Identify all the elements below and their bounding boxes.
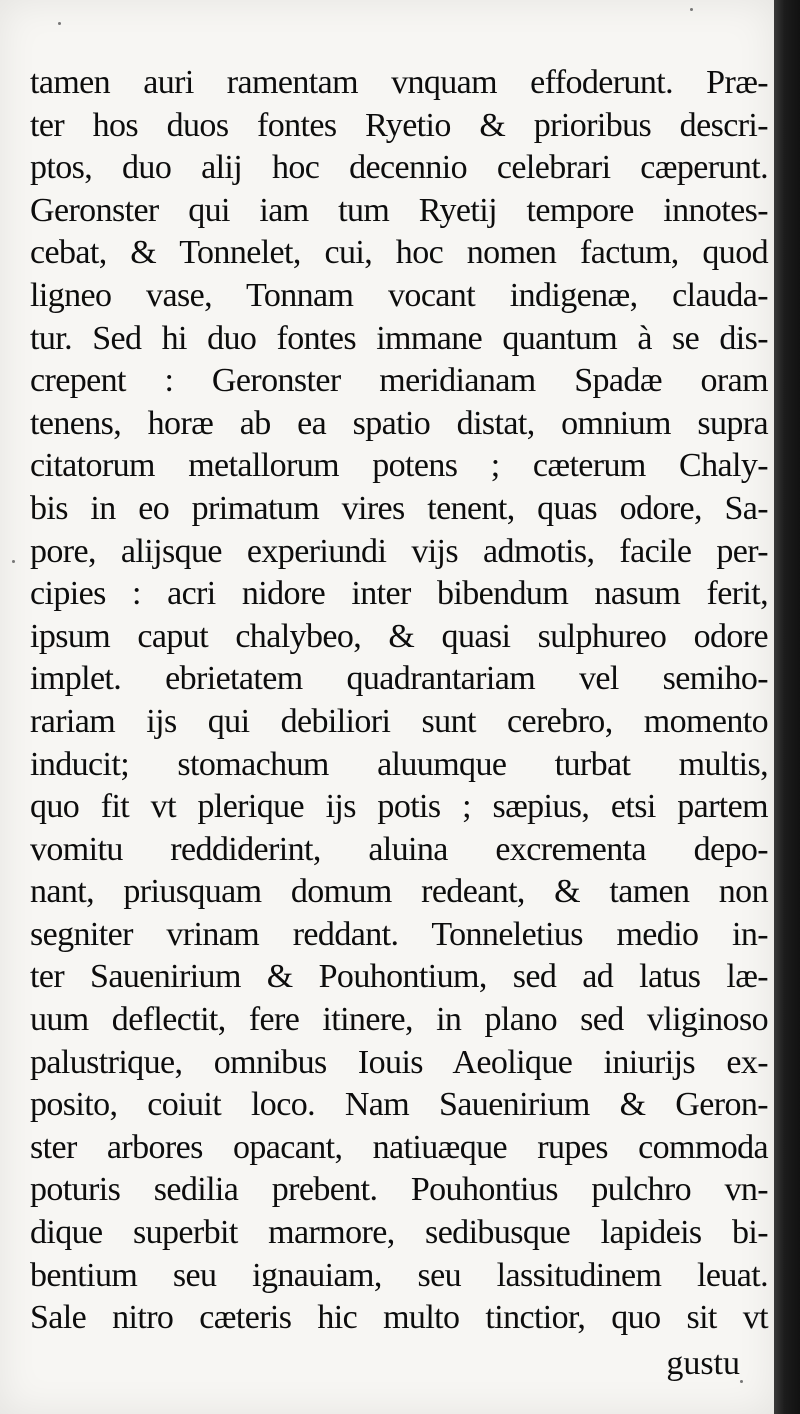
text-line: implet. ebrietatem quadrantariam vel semiho- bbox=[30, 660, 768, 698]
text-line: tamen auri ramentam vnquam effoderunt. Præ- bbox=[30, 64, 768, 101]
text-line: tenens, horæ ab ea spatio distat, omnium supra bbox=[30, 404, 768, 442]
text-line: posito, coiuit loco. Nam Sauenirium & Geron- bbox=[30, 1086, 768, 1124]
text-line: rariam ijs qui debiliori sunt cerebro, momento bbox=[30, 702, 768, 740]
text-line: uum deflectit, fere itinere, in plano sed vliginoso bbox=[30, 1001, 768, 1039]
text-line: ter hos duos fontes Ryetio & prioribus descri- bbox=[30, 106, 768, 144]
text-line: Sale nitro cæteris hic multo tinctior, quo sit vt bbox=[30, 1299, 768, 1337]
text-line: tur. Sed hi duo fontes immane quantum à se dis- bbox=[30, 319, 768, 357]
text-line: ligneo vase, Tonnam vocant indigenæ, clauda- bbox=[30, 276, 768, 314]
text-line: nant, priusquam domum redeant, & tamen non bbox=[30, 873, 768, 911]
text-line: poturis sedilia prebent. Pouhontius pulchro vn- bbox=[30, 1171, 768, 1209]
text-line: segniter vrinam reddant. Tonneletius medio in- bbox=[30, 915, 768, 953]
paper-speck bbox=[12, 560, 15, 563]
page-text bbox=[30, 62, 768, 1340]
text-line: Geronster qui iam tum Ryetij tempore innotes- bbox=[30, 191, 768, 229]
page-edge-shadow bbox=[774, 0, 800, 1414]
text-line: crepent : Geronster meridianam Spadæ oram bbox=[30, 362, 768, 400]
text-line: quo fit vt plerique ijs potis ; sæpius, etsi partem bbox=[30, 788, 768, 826]
text-line: pore, alijsque experiundi vijs admotis, facile per- bbox=[30, 532, 768, 570]
paper-speck bbox=[690, 8, 693, 11]
text-line: inducit; stomachum aluumque turbat multis, bbox=[30, 745, 768, 783]
catchword: gustu bbox=[666, 1345, 740, 1382]
text-line: ster arbores opacant, natiuæque rupes commoda bbox=[30, 1128, 768, 1166]
text-line: bis in eo primatum vires tenent, quas odore, Sa- bbox=[30, 489, 768, 527]
text-line: palustrique, omnibus Iouis Aeolique iniurijs ex- bbox=[30, 1043, 768, 1081]
text-line: bentium seu ignauiam, seu lassitudinem leuat. bbox=[30, 1256, 768, 1294]
text-line: cebat, & Tonnelet, cui, hoc nomen factum, quod bbox=[30, 234, 768, 272]
paper-speck bbox=[58, 22, 61, 25]
text-line: ipsum caput chalybeo, & quasi sulphureo odore bbox=[30, 617, 768, 655]
paper-speck bbox=[740, 1380, 743, 1383]
text-line: ptos, duo alij hoc decennio celebrari cæperunt. bbox=[30, 149, 768, 187]
text-line: dique superbit marmore, sedibusque lapideis bi- bbox=[30, 1214, 768, 1252]
text-line: ter Sauenirium & Pouhontium, sed ad latus læ- bbox=[30, 958, 768, 996]
text-line: vomitu reddiderint, aluina excrementa depo- bbox=[30, 830, 768, 868]
text-line: citatorum metallorum potens ; cæterum Chaly- bbox=[30, 447, 768, 485]
text-line: cipies : acri nidore inter bibendum nasum ferit, bbox=[30, 575, 768, 613]
